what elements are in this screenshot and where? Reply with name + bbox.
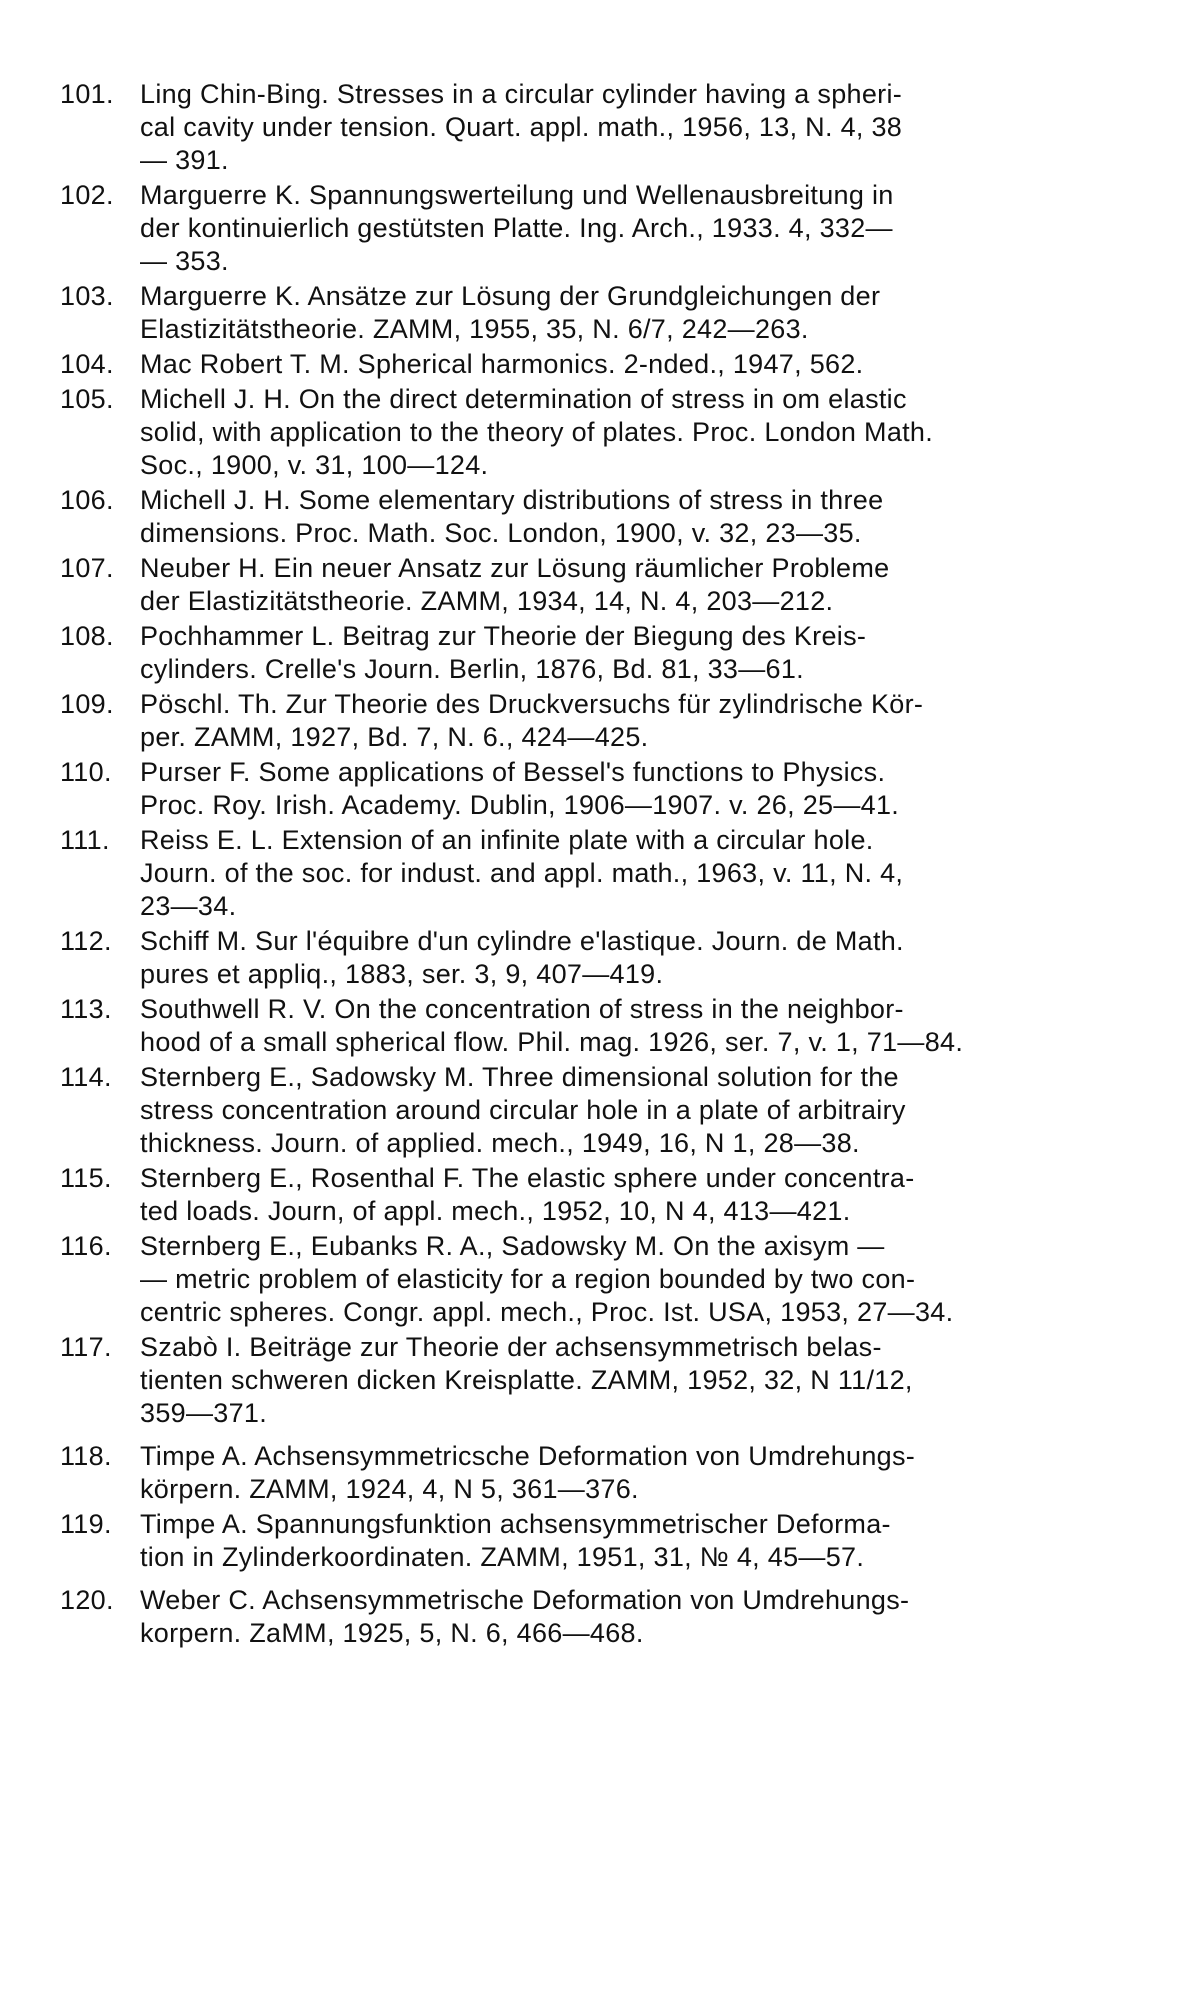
reference-text: Sternberg E., Sadowsky M. Three dimensional solution for the stress concentration around circular hole in a plate of arbitrairy thickness. Journ. of applied. mech., 1949, 16, N 1, 28—38. xyxy=(140,1062,906,1158)
reference-number: 109. xyxy=(60,689,114,719)
reference-item xyxy=(60,484,1140,550)
reference-item xyxy=(60,925,1140,991)
reference-item xyxy=(60,552,1140,618)
reference-item xyxy=(60,756,1140,822)
reference-item xyxy=(60,1230,1140,1329)
reference-text: Szabò I. Beiträge zur Theorie der achsensymmetrisch belas- tienten schweren dicken Kreisplatte. ZAMM, 1952, 32, N 11/12, 359—371. xyxy=(140,1332,913,1428)
reference-item xyxy=(60,1061,1140,1160)
reference-text: Timpe A. Spannungsfunktion achsensymmetrischer Deforma- tion in Zylinderkoordinaten. ZAMM, 1951, 31, № 4, 45—57. xyxy=(140,1509,891,1572)
reference-item xyxy=(60,620,1140,686)
reference-item xyxy=(60,179,1140,278)
reference-number: 112. xyxy=(60,926,112,956)
reference-item xyxy=(60,1331,1140,1430)
reference-number: 107. xyxy=(60,553,114,583)
reference-number: 113. xyxy=(60,994,112,1024)
reference-item xyxy=(60,688,1140,754)
reference-number: 120. xyxy=(60,1585,114,1615)
reference-number: 118. xyxy=(60,1441,112,1471)
reference-item xyxy=(60,993,1140,1059)
reference-item xyxy=(60,1440,1140,1506)
reference-number: 108. xyxy=(60,621,114,651)
reference-text: Purser F. Some applications of Bessel's functions to Physics. Proc. Roy. Irish. Academy. Dublin, 1906—1907. v. 26, 25—41. xyxy=(140,757,900,820)
reference-item xyxy=(60,78,1140,177)
reference-number: 115. xyxy=(60,1163,112,1193)
reference-text: Pochhammer L. Beitrag zur Theorie der Biegung des Kreis- cylinders. Crelle's Journ. Berlin, 1876, Bd. 81, 33—61. xyxy=(140,621,867,684)
reference-number: 106. xyxy=(60,485,114,515)
reference-number: 116. xyxy=(60,1231,112,1261)
reference-text: Mac Robert T. M. Spherical harmonics. 2-nded., 1947, 562. xyxy=(140,349,864,379)
reference-text: Michell J. H. On the direct determination of stress in om elastic solid, with application to the theory of plates. Proc. London Math. Soc., 1900, v. 31, 100—124. xyxy=(140,384,934,480)
reference-text: Ling Chin-Bing. Stresses in a circular cylinder having a spheri- cal cavity under tension. Quart. appl. math., 1956, 13, N. 4, 38 — 391. xyxy=(140,79,903,175)
reference-text: Reiss E. L. Extension of an infinite plate with a circular hole. Journ. of the soc. for indust. and appl. math., 1963, v. 11, N. 4, 23—34. xyxy=(140,825,904,921)
reference-number: 104. xyxy=(60,349,114,379)
reference-item xyxy=(60,1584,1140,1650)
reference-text: Schiff M. Sur l'équibre d'un cylindre e'lastique. Journ. de Math. pures et appliq., 1883, ser. 3, 9, 407—419. xyxy=(140,926,904,989)
reference-number: 105. xyxy=(60,384,114,414)
reference-number: 111. xyxy=(60,825,110,855)
reference-item xyxy=(60,1162,1140,1228)
reference-text: Timpe A. Achsensymmetricsche Deformation von Umdrehungs- körpern. ZAMM, 1924, 4, N 5, 361—376. xyxy=(140,1441,916,1504)
reference-number: 117. xyxy=(60,1332,112,1362)
reference-text: Marguerre K. Ansätze zur Lösung der Grundgleichungen der Elastizitätstheorie. ZAMM, 1955, 35, N. 6/7, 242—263. xyxy=(140,281,881,344)
reference-number: 119. xyxy=(60,1509,112,1539)
reference-text: Neuber H. Ein neuer Ansatz zur Lösung räumlicher Probleme der Elastizitätstheorie. ZAMM, 1934, 14, N. 4, 203—212. xyxy=(140,553,890,616)
reference-item xyxy=(60,348,1140,381)
reference-item xyxy=(60,383,1140,482)
reference-list xyxy=(60,78,1140,1652)
reference-number: 114. xyxy=(60,1062,112,1092)
reference-text: Pöschl. Th. Zur Theorie des Druckversuchs für zylindrische Kör- per. ZAMM, 1927, Bd. 7, N. 6., 424—425. xyxy=(140,689,924,752)
reference-item xyxy=(60,824,1140,923)
reference-number: 103. xyxy=(60,281,114,311)
reference-text: Weber C. Achsensymmetrische Deformation von Umdrehungs- korpern. ZaMM, 1925, 5, N. 6, 466—468. xyxy=(140,1585,910,1648)
reference-item xyxy=(60,280,1140,346)
reference-number: 102. xyxy=(60,180,114,210)
reference-item xyxy=(60,1508,1140,1574)
reference-text: Michell J. H. Some elementary distributions of stress in three dimensions. Proc. Math. Soc. London, 1900, v. 32, 23—35. xyxy=(140,485,884,548)
reference-text: Sternberg E., Eubanks R. A., Sadowsky M. On the axisym — — metric problem of elasticity for a region bounded by two con- centric spheres. Congr. appl. mech., Proc. Ist. USA, 1953, 27—34. xyxy=(140,1231,954,1327)
reference-number: 110. xyxy=(60,757,112,787)
reference-text: Sternberg E., Rosenthal F. The elastic sphere under concentra- ted loads. Journ, of appl. mech., 1952, 10, N 4, 413—421. xyxy=(140,1163,915,1226)
reference-text: Marguerre K. Spannungswerteilung und Wellenausbreitung in der kontinuierlich gestütsten Platte. Ing. Arch., 1933. 4, 332— — 353. xyxy=(140,180,894,276)
reference-number: 101. xyxy=(60,79,114,109)
reference-text: Southwell R. V. On the concentration of stress in the neighbor- hood of a small spherical flow. Phil. mag. 1926, ser. 7, v. 1, 71—84. xyxy=(140,994,964,1057)
